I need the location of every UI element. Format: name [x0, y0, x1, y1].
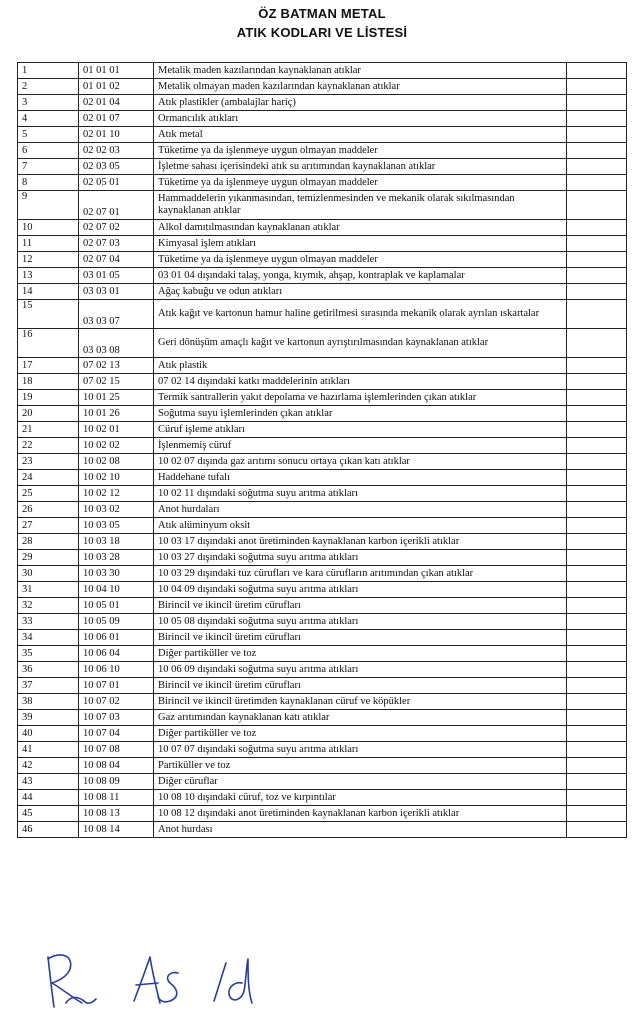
waste-code-rows [18, 63, 627, 838]
table-row [18, 284, 627, 300]
row-number: 4 [18, 111, 79, 127]
row-number: 13 [18, 268, 79, 284]
empty-cell [567, 598, 627, 614]
waste-description: Metalik olmayan maden kazılarından kaynaklanan atıklar [154, 79, 567, 95]
waste-description: Birincil ve ikincil üretim cürufları [154, 678, 567, 694]
waste-code: 10 08 04 [79, 758, 154, 774]
empty-cell [567, 236, 627, 252]
empty-cell [567, 438, 627, 454]
empty-cell [567, 582, 627, 598]
waste-description: 07 02 14 dışındaki katkı maddelerinin atıkları [154, 374, 567, 390]
waste-code-table [17, 62, 627, 838]
waste-description: 10 06 09 dışındaki soğutma suyu arıtma atıkları [154, 662, 567, 678]
row-number: 45 [18, 806, 79, 822]
table-row [18, 678, 627, 694]
table-row [18, 662, 627, 678]
waste-code: 02 01 04 [79, 95, 154, 111]
row-number: 10 [18, 220, 79, 236]
waste-description: 10 08 12 dışındaki anot üretiminden kaynaklanan karbon içerikli atıklar [154, 806, 567, 822]
row-number: 20 [18, 406, 79, 422]
empty-cell [567, 742, 627, 758]
table-row [18, 694, 627, 710]
waste-description: 10 07 07 dışındaki soğutma suyu arıtma atıkları [154, 742, 567, 758]
waste-code: 10 01 25 [79, 390, 154, 406]
table-row [18, 582, 627, 598]
waste-code: 10 07 02 [79, 694, 154, 710]
table-row [18, 454, 627, 470]
row-number: 18 [18, 374, 79, 390]
empty-cell [567, 252, 627, 268]
row-number: 34 [18, 630, 79, 646]
row-number: 3 [18, 95, 79, 111]
row-number: 27 [18, 518, 79, 534]
table-row [18, 422, 627, 438]
waste-code: 02 01 10 [79, 127, 154, 143]
waste-description: Anot hurdaları [154, 502, 567, 518]
waste-code: 02 07 03 [79, 236, 154, 252]
waste-description: Soğutma suyu işlemlerinden çıkan atıklar [154, 406, 567, 422]
table-row [18, 268, 627, 284]
row-number: 14 [18, 284, 79, 300]
waste-description: Tüketime ya da işlenmeye uygun olmayan maddeler [154, 175, 567, 191]
table-row [18, 252, 627, 268]
empty-cell [567, 406, 627, 422]
waste-code: 10 06 01 [79, 630, 154, 646]
empty-cell [567, 486, 627, 502]
waste-code: 10 07 04 [79, 726, 154, 742]
empty-cell [567, 646, 627, 662]
list-subtitle: ATIK KODLARI VE LİSTESİ [236, 25, 408, 40]
waste-code: 10 03 28 [79, 550, 154, 566]
waste-description: Kimyasal işlem atıkları [154, 236, 567, 252]
table-row [18, 486, 627, 502]
waste-description: Diğer partiküller ve toz [154, 646, 567, 662]
table-row [18, 63, 627, 79]
waste-code: 10 03 30 [79, 566, 154, 582]
waste-description: 10 08 10 dışındaki cüruf, toz ve kırpıntılar [154, 790, 567, 806]
empty-cell [567, 143, 627, 159]
waste-description: İşlenmemiş cüruf [154, 438, 567, 454]
table-row [18, 143, 627, 159]
row-number: 6 [18, 143, 79, 159]
waste-description: Atık alüminyum oksit [154, 518, 567, 534]
waste-description: 03 01 04 dışındaki talaş, yonga, kıymık, ahşap, kontraplak ve kaplamalar [154, 268, 567, 284]
table-row [18, 630, 627, 646]
waste-description: Gaz arıtımından kaynaklanan katı atıklar [154, 710, 567, 726]
empty-cell [567, 822, 627, 838]
empty-cell [567, 806, 627, 822]
table-row [18, 236, 627, 252]
row-number: 15 [18, 300, 79, 329]
waste-code: 01 01 01 [79, 63, 154, 79]
waste-description: Atık metal [154, 127, 567, 143]
waste-code: 10 06 10 [79, 662, 154, 678]
waste-code: 02 07 04 [79, 252, 154, 268]
table-row [18, 127, 627, 143]
empty-cell [567, 534, 627, 550]
waste-code: 03 01 05 [79, 268, 154, 284]
empty-cell [567, 220, 627, 236]
waste-description: 10 05 08 dışındaki soğutma suyu arıtma atıkları [154, 614, 567, 630]
company-title: ÖZ BATMAN METAL [258, 6, 386, 21]
row-number: 23 [18, 454, 79, 470]
waste-description: Diğer cüruflar [154, 774, 567, 790]
row-number: 36 [18, 662, 79, 678]
empty-cell [567, 422, 627, 438]
row-number: 17 [18, 358, 79, 374]
table-row [18, 550, 627, 566]
row-number: 38 [18, 694, 79, 710]
waste-description: 10 04 09 dışındaki soğutma suyu arıtma atıkları [154, 582, 567, 598]
table-row [18, 406, 627, 422]
handwritten-signature [30, 945, 290, 1015]
empty-cell [567, 454, 627, 470]
row-number: 26 [18, 502, 79, 518]
waste-description: Anot hurdası [154, 822, 567, 838]
empty-cell [567, 614, 627, 630]
table-row [18, 646, 627, 662]
waste-code: 10 03 02 [79, 502, 154, 518]
row-number: 44 [18, 790, 79, 806]
row-number: 22 [18, 438, 79, 454]
waste-description: Hammaddelerin yıkanmasından, temizlenmesinden ve mekanik olarak sıkılmasından kaynaklanan atıklar [154, 191, 567, 220]
table-row [18, 726, 627, 742]
empty-cell [567, 502, 627, 518]
empty-cell [567, 694, 627, 710]
row-number: 33 [18, 614, 79, 630]
empty-cell [567, 630, 627, 646]
row-number: 29 [18, 550, 79, 566]
waste-description: 10 02 11 dışındaki soğutma suyu arıtma atıkları [154, 486, 567, 502]
table-row [18, 438, 627, 454]
empty-cell [567, 774, 627, 790]
table-row [18, 358, 627, 374]
row-number: 39 [18, 710, 79, 726]
table-row [18, 758, 627, 774]
table-row [18, 790, 627, 806]
row-number: 8 [18, 175, 79, 191]
waste-description: Birincil ve ikincil üretimden kaynaklanan cüruf ve köpükler [154, 694, 567, 710]
waste-code: 10 05 01 [79, 598, 154, 614]
row-number: 41 [18, 742, 79, 758]
table-row [18, 598, 627, 614]
row-number: 43 [18, 774, 79, 790]
waste-description: 10 03 29 dışındaki tuz cürufları ve kara cürufların arıtımından çıkan atıklar [154, 566, 567, 582]
waste-code: 10 05 09 [79, 614, 154, 630]
row-number: 30 [18, 566, 79, 582]
table-row [18, 300, 627, 329]
waste-description: Diğer partiküller ve toz [154, 726, 567, 742]
waste-code: 02 01 07 [79, 111, 154, 127]
empty-cell [567, 127, 627, 143]
row-number: 42 [18, 758, 79, 774]
empty-cell [567, 79, 627, 95]
waste-code: 10 02 08 [79, 454, 154, 470]
empty-cell [567, 758, 627, 774]
empty-cell [567, 159, 627, 175]
table-row [18, 220, 627, 236]
waste-description: Birincil ve ikincil üretim cürufları [154, 598, 567, 614]
empty-cell [567, 329, 627, 358]
empty-cell [567, 566, 627, 582]
row-number: 35 [18, 646, 79, 662]
waste-code: 10 03 05 [79, 518, 154, 534]
waste-code: 01 01 02 [79, 79, 154, 95]
waste-code: 10 07 08 [79, 742, 154, 758]
row-number: 40 [18, 726, 79, 742]
waste-description: Metalik maden kazılarından kaynaklanan atıklar [154, 63, 567, 79]
table-row [18, 191, 627, 220]
empty-cell [567, 678, 627, 694]
row-number: 2 [18, 79, 79, 95]
waste-code: 02 03 05 [79, 159, 154, 175]
waste-code: 10 02 02 [79, 438, 154, 454]
waste-description: Tüketime ya da işlenmeye uygun olmayan maddeler [154, 252, 567, 268]
empty-cell [567, 518, 627, 534]
waste-description: Cüruf işleme atıkları [154, 422, 567, 438]
waste-code: 02 02 03 [79, 143, 154, 159]
empty-cell [567, 470, 627, 486]
empty-cell [567, 191, 627, 220]
waste-description: Alkol damıtılmasından kaynaklanan atıklar [154, 220, 567, 236]
row-number: 37 [18, 678, 79, 694]
waste-code: 10 04 10 [79, 582, 154, 598]
waste-description: İşletme sahası içerisindeki atık su arıtımından kaynaklanan atıklar [154, 159, 567, 175]
waste-description: Atık plastikler (ambalajlar hariç) [154, 95, 567, 111]
waste-code: 10 02 01 [79, 422, 154, 438]
row-number: 11 [18, 236, 79, 252]
empty-cell [567, 390, 627, 406]
waste-code: 03 03 01 [79, 284, 154, 300]
table-row [18, 329, 627, 358]
table-row [18, 111, 627, 127]
waste-code: 07 02 13 [79, 358, 154, 374]
empty-cell [567, 300, 627, 329]
row-number: 31 [18, 582, 79, 598]
waste-code: 02 07 01 [79, 191, 154, 220]
waste-description: Ormancılık atıkları [154, 111, 567, 127]
table-row [18, 566, 627, 582]
row-number: 16 [18, 329, 79, 358]
waste-code: 03 03 07 [79, 300, 154, 329]
waste-code: 02 07 02 [79, 220, 154, 236]
row-number: 46 [18, 822, 79, 838]
waste-description: Ağaç kabuğu ve odun atıkları [154, 284, 567, 300]
empty-cell [567, 358, 627, 374]
row-number: 1 [18, 63, 79, 79]
waste-code: 02 05 01 [79, 175, 154, 191]
table-row [18, 518, 627, 534]
waste-description: 10 03 17 dışındaki anot üretiminden kaynaklanan karbon içerikli atıklar [154, 534, 567, 550]
table-row [18, 390, 627, 406]
waste-code: 10 02 10 [79, 470, 154, 486]
row-number: 7 [18, 159, 79, 175]
empty-cell [567, 374, 627, 390]
table-row [18, 502, 627, 518]
table-row [18, 175, 627, 191]
waste-description: Birincil ve ikincil üretim cürufları [154, 630, 567, 646]
waste-description: 10 02 07 dışında gaz arıtımı sonucu ortaya çıkan katı atıklar [154, 454, 567, 470]
waste-description: Haddehane tufalı [154, 470, 567, 486]
waste-code: 10 03 18 [79, 534, 154, 550]
waste-description: Atık plastik [154, 358, 567, 374]
empty-cell [567, 662, 627, 678]
empty-cell [567, 550, 627, 566]
table-row [18, 534, 627, 550]
row-number: 12 [18, 252, 79, 268]
waste-code: 10 08 14 [79, 822, 154, 838]
table-row [18, 774, 627, 790]
waste-description: Geri dönüşüm amaçlı kağıt ve kartonun ayrıştırılmasından kaynaklanan atıklar [154, 329, 567, 358]
waste-description: Tüketime ya da işlenmeye uygun olmayan maddeler [154, 143, 567, 159]
waste-code: 10 08 09 [79, 774, 154, 790]
table-row [18, 374, 627, 390]
empty-cell [567, 111, 627, 127]
waste-description: Atık kağıt ve kartonun hamur haline getirilmesi sırasında mekanik olarak ayrılan ıskartalar [154, 300, 567, 329]
row-number: 21 [18, 422, 79, 438]
table-row [18, 710, 627, 726]
row-number: 5 [18, 127, 79, 143]
table-row [18, 79, 627, 95]
empty-cell [567, 726, 627, 742]
row-number: 9 [18, 191, 79, 220]
table-row [18, 742, 627, 758]
empty-cell [567, 284, 627, 300]
empty-cell [567, 63, 627, 79]
row-number: 28 [18, 534, 79, 550]
table-row [18, 95, 627, 111]
empty-cell [567, 95, 627, 111]
waste-code: 10 07 01 [79, 678, 154, 694]
row-number: 32 [18, 598, 79, 614]
table-row [18, 614, 627, 630]
empty-cell [567, 175, 627, 191]
waste-code: 10 06 04 [79, 646, 154, 662]
waste-description: Partiküller ve toz [154, 758, 567, 774]
empty-cell [567, 710, 627, 726]
waste-code: 10 07 03 [79, 710, 154, 726]
table-row [18, 470, 627, 486]
waste-code: 10 02 12 [79, 486, 154, 502]
empty-cell [567, 268, 627, 284]
waste-code: 03 03 08 [79, 329, 154, 358]
row-number: 25 [18, 486, 79, 502]
waste-code: 07 02 15 [79, 374, 154, 390]
row-number: 24 [18, 470, 79, 486]
waste-description: 10 03 27 dışındaki soğutma suyu arıtma atıkları [154, 550, 567, 566]
empty-cell [567, 790, 627, 806]
table-row [18, 159, 627, 175]
waste-code: 10 08 11 [79, 790, 154, 806]
waste-code: 10 01 26 [79, 406, 154, 422]
row-number: 19 [18, 390, 79, 406]
table-row [18, 806, 627, 822]
waste-code: 10 08 13 [79, 806, 154, 822]
table-row [18, 822, 627, 838]
waste-description: Termik santrallerin yakıt depolama ve hazırlama işlemlerinden çıkan atıklar [154, 390, 567, 406]
